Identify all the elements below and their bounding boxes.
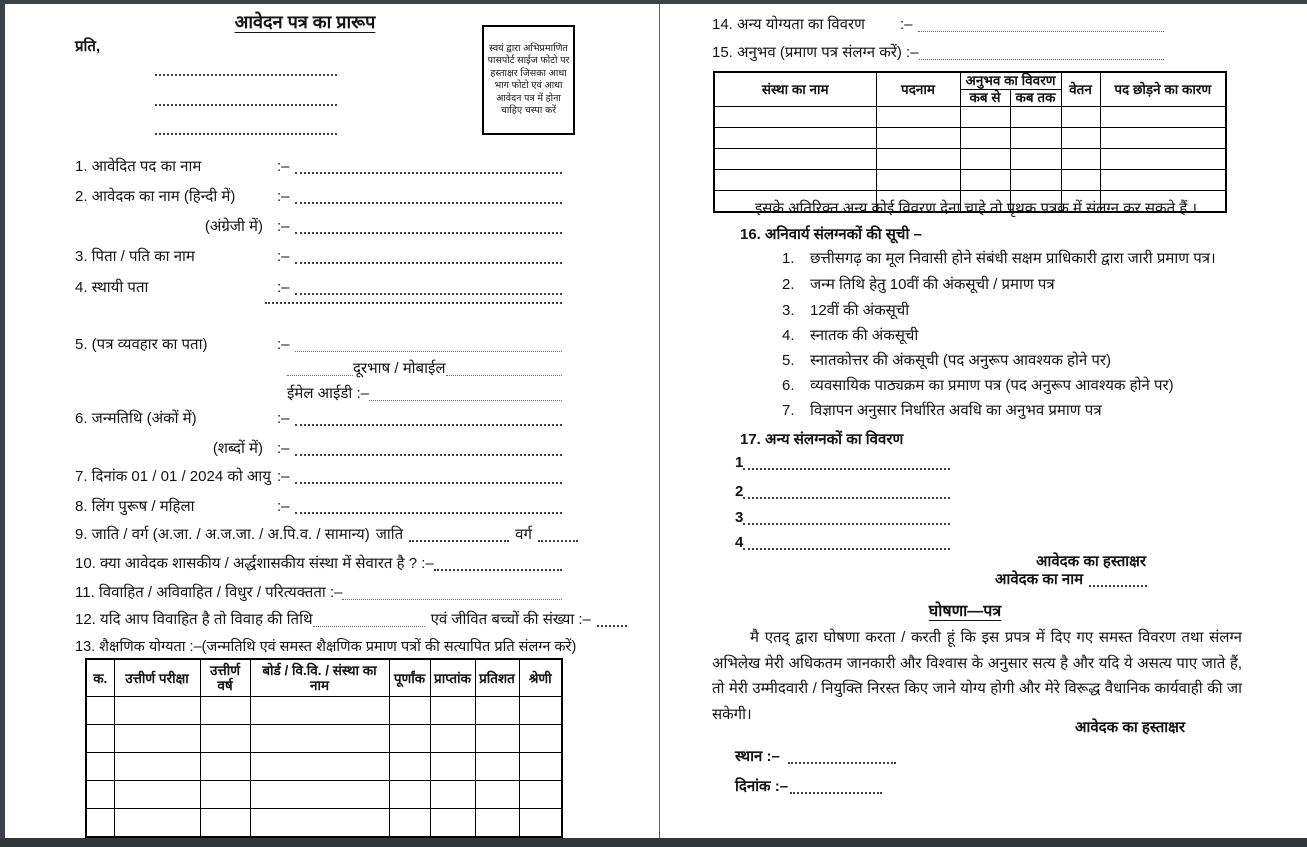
mandatory-attachment-item — [782, 250, 1252, 268]
field-row-education-heading — [75, 638, 585, 656]
education-empty-row — [86, 781, 562, 809]
dotted-line — [538, 540, 578, 542]
item-number: 3. — [782, 302, 795, 319]
field-label: 5. (पत्र व्यवहार का पता) — [75, 336, 208, 353]
field-row-email-id — [287, 385, 562, 403]
other-attachment-line — [735, 509, 950, 527]
experience-empty-row — [714, 107, 1226, 128]
field-label: 11. विवाहित / अविवाहित / विधुर / परित्यक्तता :– — [75, 584, 343, 601]
field-separator: :– — [277, 440, 290, 457]
education-empty-row — [86, 725, 562, 753]
scan-edge-top — [0, 0, 1307, 4]
education-table — [85, 658, 563, 838]
mandatory-attachment-item — [782, 352, 1252, 370]
field-label: 12. यदि आप विवाहित है तो विवाह की तिथि — [75, 611, 313, 628]
item-number: 7. — [782, 402, 795, 419]
field-label: (शब्दों में) — [212, 440, 263, 457]
other-attachment-line — [735, 534, 950, 552]
dotted-line — [295, 454, 562, 456]
education-empty-row — [86, 753, 562, 781]
field-label: (अंग्रेजी में) — [204, 218, 263, 235]
addressee-dotted-line — [155, 74, 337, 76]
dotted-line — [342, 599, 562, 600]
field-label: 3. पिता / पति का नाम — [75, 248, 195, 265]
place-line — [735, 748, 945, 766]
item-text: स्नातक की अंकसूची — [810, 327, 919, 344]
other-attachment-line — [735, 454, 950, 472]
addressee-dotted-line — [155, 104, 337, 106]
dotted-line — [287, 375, 353, 376]
experience-table-header-row-1 — [714, 72, 1226, 90]
mandatory-attachment-item — [782, 402, 1252, 420]
field-label: 6. जन्मतिथि (अंकों में) — [75, 410, 197, 427]
item-number: 2 — [735, 483, 744, 500]
field-row-marriage-date-children — [75, 611, 591, 629]
experience-col-designation: पदनाम — [876, 72, 960, 107]
item-number: 4. — [782, 327, 795, 344]
photo-instruction-box — [482, 25, 575, 135]
declaration-signature-label: आवेदक का हस्ताक्षर — [1075, 719, 1186, 736]
experience-col-from: कब से — [960, 90, 1010, 107]
field-row-caste-category — [75, 526, 578, 544]
item-number: 1. — [782, 250, 795, 267]
field-label: ईमेल आईडी :– — [287, 385, 369, 402]
section-17-heading: 17. अन्य संलग्नकों का विवरण — [740, 431, 904, 448]
dotted-line — [743, 548, 950, 550]
experience-col-to: कब तक — [1010, 90, 1061, 107]
dotted-line — [295, 262, 562, 264]
field-row-marital-status — [75, 584, 562, 602]
education-empty-row — [86, 697, 562, 725]
item-number: 6. — [782, 377, 795, 394]
field-label: 9. जाति / वर्ग (अ.जा. / अ.ज.जा. / अ.पि.व. / सामान्य) — [75, 526, 370, 543]
dotted-line — [295, 512, 562, 514]
other-attachment-line — [735, 483, 950, 501]
field-row-age-on-date — [75, 468, 562, 486]
addressee-dotted-line — [155, 133, 337, 135]
dotted-line — [597, 625, 627, 627]
field-label: 10. क्या आवेदक शासकीय / अर्द्धशासकीय संस्था में सेवारत है ? :– — [75, 555, 434, 572]
place-label: स्थान :– — [735, 748, 780, 765]
applicant-name-label: आवेदक का नाम — [995, 571, 1084, 588]
dotted-line — [295, 482, 562, 484]
dotted-line — [295, 172, 562, 174]
experience-empty-row — [714, 149, 1226, 170]
mandatory-attachment-item — [782, 377, 1252, 395]
field-separator: :– — [277, 410, 290, 427]
education-col-board: बोर्ड / वि.वि. / संस्था का नाम — [250, 659, 389, 697]
field-separator: :– — [277, 279, 290, 296]
education-col-exam: उत्तीर्ण परीक्षा — [114, 659, 200, 697]
field-row-other-qualification — [712, 16, 1164, 34]
dotted-line — [1089, 585, 1147, 587]
field-label: 13. शैक्षणिक योग्यता :–(जन्मतिथि एवं समस्त शैक्षणिक प्रमाण पत्रों की सत्यापित प्रति संलग्न करें) — [75, 639, 577, 655]
experience-empty-row — [714, 170, 1226, 191]
applicant-signature-label: आवेदक का हस्ताक्षर — [1036, 553, 1147, 570]
section-16-heading: 16. अनिवार्य संलग्नकों की सूची – — [740, 226, 922, 243]
field-row-name-hindi — [75, 188, 562, 206]
education-col-division: श्रेणी — [519, 659, 562, 697]
experience-empty-row — [714, 128, 1226, 149]
item-number: 3 — [735, 509, 744, 526]
education-col-year: उत्तीर्ण वर्ष — [200, 659, 250, 697]
item-number: 1 — [735, 454, 744, 471]
item-number: 5. — [782, 352, 795, 369]
photo-instruction-text: स्वयं द्वारा अभिप्रमाणित पासपोर्ट साईज फोटो पर हस्ताक्षर जिसका आधा भाग फोटो एवं आधा आवेदन पत्र में होना चाहिए चस्पा करें — [487, 42, 570, 116]
item-text: विज्ञापन अनुसार निर्धारित अवधि का अनुभव प्रमाण पत्र — [810, 402, 1102, 419]
field-label: 15. अनुभव (प्रमाण पत्र संलग्न करें) :– — [712, 44, 919, 61]
experience-table — [713, 71, 1227, 213]
field-separator: :– — [900, 16, 913, 33]
category-label: वर्ग — [515, 526, 532, 543]
dotted-line — [409, 540, 509, 542]
item-text: जन्म तिथि हेतु 10वीं की अंकसूची / प्रमाण पत्र — [810, 276, 1055, 293]
field-separator: :– — [277, 498, 290, 515]
field-row-experience — [712, 44, 1164, 62]
mandatory-attachment-item — [782, 302, 1252, 320]
dotted-line — [743, 523, 950, 525]
education-col-serial: क. — [86, 659, 114, 697]
field-row-permanent-address-cont — [265, 302, 562, 306]
item-text: स्नातकोत्तर की अंकसूची (पद अनुरूप आवश्यक होने पर) — [810, 352, 1112, 369]
field-row-applied-post — [75, 158, 562, 176]
field-row-correspondence-address — [75, 336, 562, 354]
field-label: 7. दिनांक 01 / 01 / 2024 को आयु — [75, 468, 271, 485]
dotted-line — [313, 626, 425, 627]
item-number: 2. — [782, 276, 795, 293]
dotted-line — [295, 293, 562, 295]
field-separator: :– — [277, 248, 290, 265]
education-col-max-marks: पूर्णांक — [389, 659, 430, 697]
date-label: दिनांक :– — [735, 778, 789, 795]
mandatory-attachment-item — [782, 327, 1252, 345]
page-divider — [659, 4, 660, 838]
field-label: 2. आवेदक का नाम (हिन्दी में) — [75, 188, 236, 205]
field-row-name-english — [75, 218, 562, 236]
field-row-dob-words — [75, 440, 562, 458]
education-empty-row — [86, 809, 562, 838]
field-separator: :– — [277, 468, 290, 485]
education-col-obtained-marks: प्राप्तांक — [430, 659, 475, 697]
field-label: दूरभाष / मोबाईल — [353, 360, 446, 377]
field-row-in-service — [75, 555, 562, 573]
item-text: 12वीं की अंकसूची — [810, 302, 910, 319]
dotted-line — [446, 375, 562, 376]
experience-col-detail-group: अनुभव का विवरण — [960, 72, 1061, 90]
dotted-line — [295, 424, 562, 426]
declaration-title: घोषणा—पत्र — [928, 603, 1002, 620]
dotted-line — [919, 59, 1164, 60]
mandatory-attachment-item — [782, 276, 1252, 294]
extra-details-note: इसके अतिरिक्त अन्य कोई विवरण देना चाहे तो पृथक पत्रक में संलग्न कर सकते हैं । — [754, 200, 1198, 217]
form-title: आवेदन पत्र का प्रारूप — [234, 12, 376, 32]
dotted-line — [743, 497, 950, 499]
experience-col-institution: संस्था का नाम — [714, 72, 876, 107]
field-label: 4. स्थायी पता — [75, 279, 149, 296]
dotted-line — [295, 351, 562, 352]
dotted-line — [790, 792, 882, 794]
experience-col-salary: वेतन — [1061, 72, 1100, 107]
field-label: 1. आवेदित पद का नाम — [75, 158, 202, 175]
experience-col-reason: पद छोड़ने का कारण — [1100, 72, 1226, 107]
declaration-body: मै एतद् द्वारा घोषणा करता / करती हूं कि इस प्रपत्र में दिए गए समस्त विवरण तथा संलग्न अभिलेख मेरी अधिकतम जानकारी और विश्वास के अनुसार सत्य है और यदि ये असत्य पाए जाते हैं, तो मेरी उम्मीदवारी / नियुक्ति निरस्त किए जाने योग्य होगी और मेरे विरूद्ध वैधानिक कार्यवाही की जा सकेगी। — [712, 629, 1242, 723]
field-row-gender — [75, 498, 562, 516]
dotted-line — [295, 202, 562, 204]
education-col-percentage: प्रतिशत — [475, 659, 519, 697]
dotted-line — [369, 400, 562, 401]
field-row-phone-mobile — [287, 360, 562, 378]
caste-label: जाति — [375, 526, 404, 543]
dotted-line — [434, 569, 562, 571]
field-row-father-husband-name — [75, 248, 562, 266]
salutation-label: प्रति, — [75, 38, 101, 55]
field-label-2: एवं जीवित बच्चों की संख्या :– — [430, 611, 591, 628]
field-row-permanent-address — [75, 279, 562, 297]
scan-edge-bottom — [0, 838, 1307, 847]
item-text: व्यवसायिक पाठ्यक्रम का प्रमाण पत्र (पद अनुरूप आवश्यक होने पर) — [810, 377, 1174, 394]
dotted-line — [788, 762, 896, 764]
field-separator: :– — [277, 158, 290, 175]
applicant-name-line — [995, 571, 1170, 589]
field-row-dob-figures — [75, 410, 562, 428]
field-separator: :– — [277, 188, 290, 205]
dotted-line — [265, 302, 562, 304]
field-label: 14. अन्य योग्यता का विवरण — [712, 16, 865, 33]
dotted-line — [295, 232, 562, 234]
dotted-line — [918, 31, 1164, 32]
date-line — [735, 778, 925, 796]
scan-edge-left — [0, 0, 5, 847]
dotted-line — [743, 468, 950, 470]
field-separator: :– — [277, 218, 290, 235]
field-separator: :– — [277, 336, 290, 353]
field-label: 8. लिंग पुरूष / महिला — [75, 498, 195, 515]
item-text: छत्तीसगढ़ का मूल निवासी होने संबंधी सक्षम प्राधिकारी द्वारा जारी प्रमाण पत्र। — [810, 250, 1216, 267]
item-number: 4 — [735, 534, 744, 551]
education-table-header-row — [86, 659, 562, 697]
